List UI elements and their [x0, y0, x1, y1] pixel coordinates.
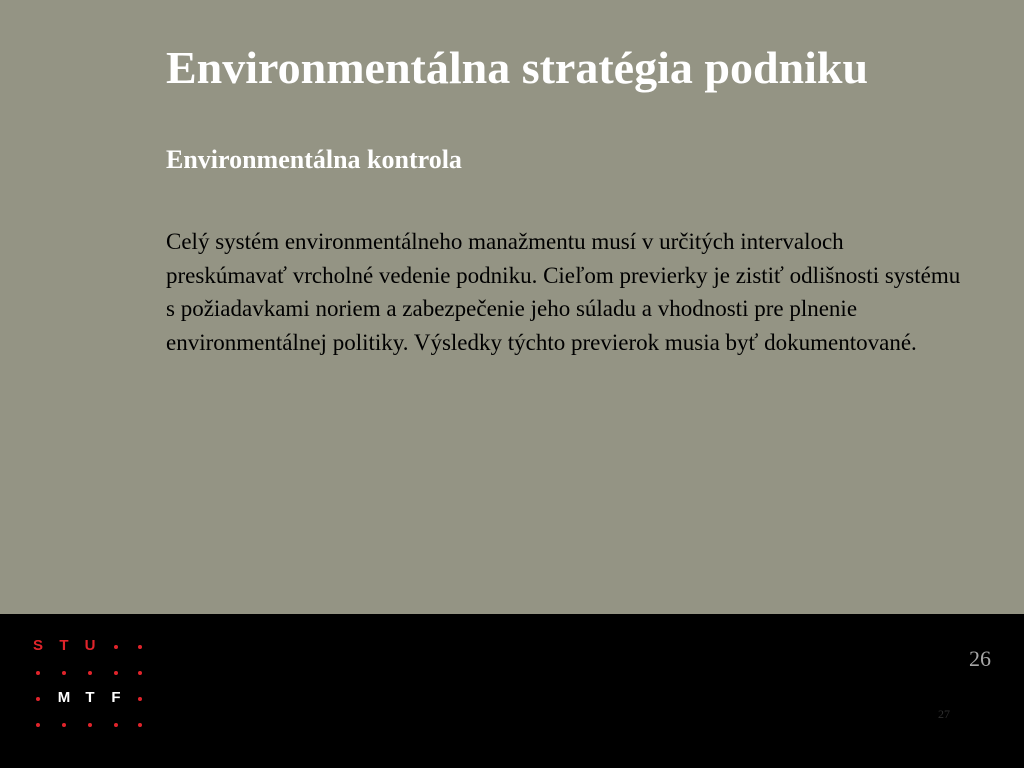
- logo-dot: [138, 645, 142, 649]
- logo-letter: T: [59, 637, 69, 654]
- logo-letter: S: [32, 637, 43, 654]
- logo-dot: [36, 697, 40, 701]
- logo-dot: [138, 723, 142, 727]
- logo-dot: [114, 645, 118, 649]
- logo-row-2: [28, 662, 152, 682]
- logo-dot: [138, 697, 142, 701]
- page-number: 26: [969, 646, 991, 671]
- stu-mtf-logo: [28, 636, 152, 736]
- logo-letter: M: [57, 689, 71, 706]
- slide-subtitle: Environmentálna kontrola: [166, 145, 462, 174]
- logo-dot: [88, 723, 92, 727]
- logo-dot: [138, 671, 142, 675]
- slide-title: Environmentálna stratégia podniku: [166, 42, 869, 93]
- logo-letter: F: [111, 689, 121, 706]
- logo-letter: U: [84, 637, 96, 654]
- logo-dot: [36, 671, 40, 675]
- logo-dot: [114, 671, 118, 675]
- ghost-page-number: 27: [938, 707, 950, 721]
- logo-row-3: [28, 688, 152, 708]
- slide-body-text: Celý systém environmentálneho manažmentu musí v určitých intervaloch preskúmavať vrcholné vedenie podniku. Cieľom previerky je zistiť odlišnosti systému s požiadavkami noriem a zabezpečenie jeho súladu a vhodnosti pre plnenie environmentálnej politiky. Výsledky týchto previerok musia byť dokumentované.: [166, 229, 961, 355]
- logo-dot: [62, 723, 66, 727]
- logo-row-1: [28, 636, 152, 656]
- slide-footer: [0, 614, 1024, 768]
- logo-row-4: [28, 714, 152, 734]
- logo-dot: [114, 723, 118, 727]
- logo-dot: [88, 671, 92, 675]
- logo-letter: T: [85, 689, 95, 706]
- logo-dot: [36, 723, 40, 727]
- logo-dot: [62, 671, 66, 675]
